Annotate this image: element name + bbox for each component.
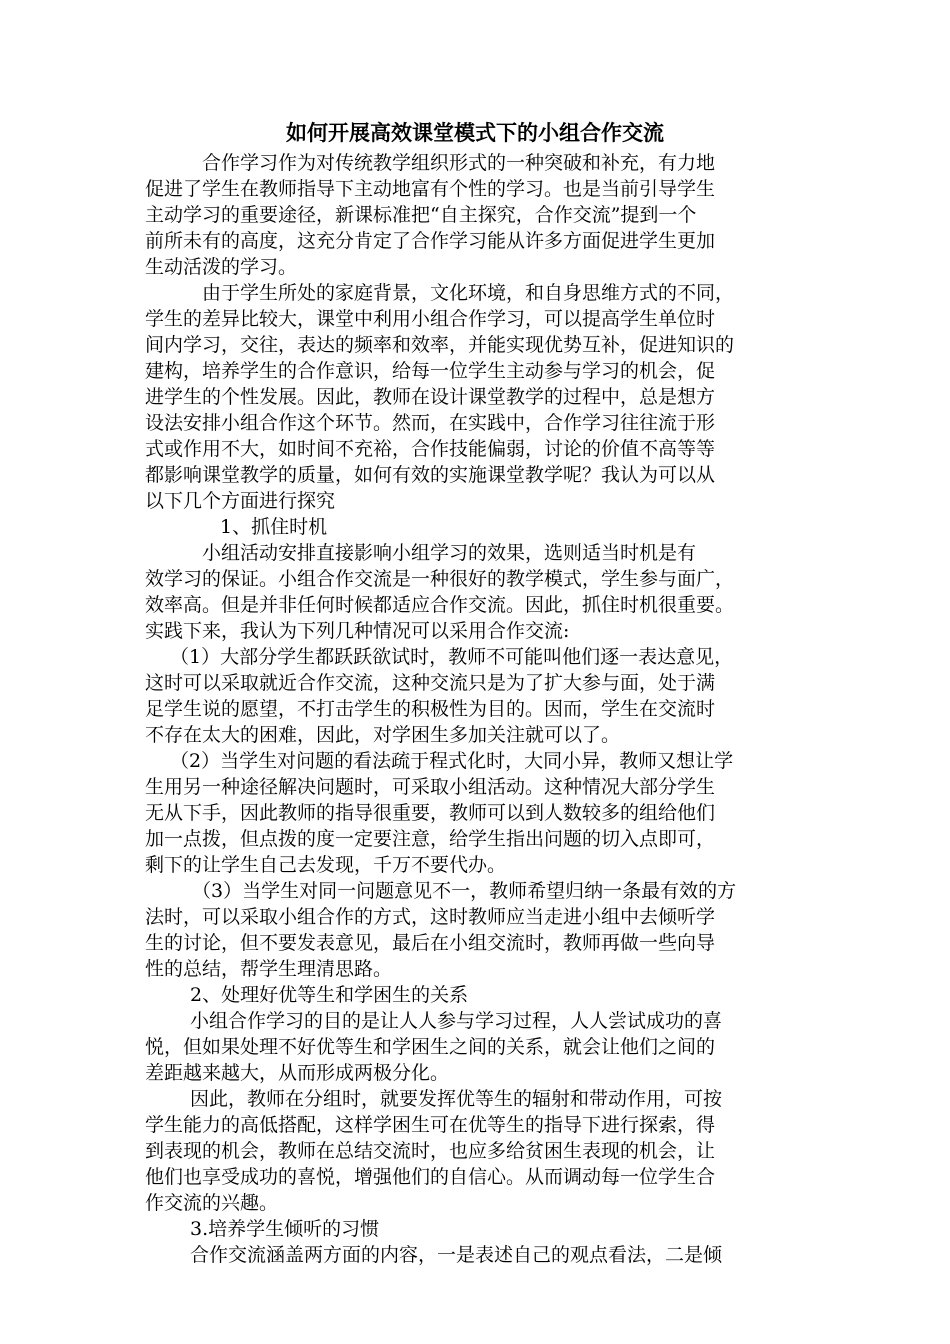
paragraph-line: 生的讨论，但不要发表意见，最后在小组交流时，教师再做一些向导 [145,932,716,954]
list-item: （3）当学生对同一问题意见不一，教师希望归纳一条最有效的方 [192,880,737,902]
paragraph-line: 效率高。但是并非任何时候都适应合作交流。因此，抓住时机很重要。 [145,594,735,616]
paragraph-line: 设法安排小组合作这个环节。然而，在实践中，合作学习往往流于形 [145,412,716,434]
paragraph-line: 实践下来，我认为下列几种情况可以采用合作交流: [145,620,570,642]
paragraph-line: 生动活泼的学习。 [145,256,298,278]
paragraph-line: 他们也享受成功的喜悦，增强他们的自信心。从而调动每一位学生合 [145,1166,716,1188]
paragraph-line: 都影响课堂教学的质量，如何有效的实施课堂教学呢？我认为可以从 [145,464,716,486]
paragraph-line: 不存在太大的困难，因此，对学困生多加关注就可以了。 [145,724,621,746]
paragraph-line: 合作交流涵盖两方面的内容，一是表述自己的观点看法，二是倾 [190,1244,723,1266]
paragraph-line: 足学生说的愿望，不打击学生的积极性为目的。因而，学生在交流时 [145,698,716,720]
paragraph-line: 因此，教师在分组时，就要发挥优等生的辐射和带动作用，可按 [190,1088,723,1110]
paragraph-line: 到表现的机会，教师在总结交流时，也应多给贫困生表现的机会，让 [145,1140,716,1162]
document-title: 如何开展高效课堂模式下的小组合作交流 [286,120,664,145]
list-item: （1）大部分学生都跃跃欲试时，教师不可能叫他们逐一表达意见， [170,646,734,668]
paragraph-line: 效学习的保证。小组合作交流是一种很好的教学模式，学生参与面广， [145,568,735,590]
paragraph-line: 加一点拨，但点拨的度一定要注意，给学生指出问题的切入点即可， [145,828,716,850]
paragraph-line: 法时，可以采取小组合作的方式，这时教师应当走进小组中去倾听学 [145,906,716,928]
paragraph-line: 小组活动安排直接影响小组学习的效果，选则适当时机是有 [202,542,697,564]
paragraph-line: 学生的差异比较大，课堂中利用小组合作学习，可以提高学生单位时 [145,308,716,330]
list-item: （2）当学生对问题的看法疏于程式化时，大同小异，教师又想让学 [170,750,734,772]
paragraph-line: 学生能力的高低搭配，这样学困生可在优等生的指导下进行探索，得 [145,1114,716,1136]
paragraph-line: 小组合作学习的目的是让人人参与学习过程，人人尝试成功的喜 [190,1010,723,1032]
paragraph-line: 进学生的个性发展。因此，教师在设计课堂教学的过程中，总是想方 [145,386,716,408]
paragraph-line: 主动学习的重要途径，新课标准把“自主探究，合作交流”提到一个 [145,204,697,226]
paragraph-line: 促进了学生在教师指导下主动地富有个性的学习。也是当前引导学生 [145,178,716,200]
section-heading: 1、抓住时机 [220,516,328,538]
paragraph-line: 差距越来越大，从而形成两极分化。 [145,1062,450,1084]
paragraph-line: 由于学生所处的家庭背景，文化环境，和自身思维方式的不同， [202,282,735,304]
paragraph-line: 间内学习，交往，表达的频率和效率，并能实现优势互补，促进知识的 [145,334,735,356]
section-heading: 2、处理好优等生和学困生的关系 [190,984,469,1006]
paragraph-line: 合作学习作为对传统教学组织形式的一种突破和补充，有力地 [202,152,716,174]
paragraph-line: 这时可以采取就近合作交流，这种交流只是为了扩大参与面，处于满 [145,672,716,694]
paragraph-line: 剩下的让学生自己去发现，千万不要代办。 [145,854,507,876]
paragraph-line: 悦，但如果处理不好优等生和学困生之间的关系，就会让他们之间的 [145,1036,716,1058]
section-heading: 3.培养学生倾听的习惯 [190,1218,380,1240]
paragraph-line: 无从下手，因此教师的指导很重要，教师可以到人数较多的组给他们 [145,802,716,824]
paragraph-line: 性的总结，帮学生理清思路。 [145,958,393,980]
paragraph-line: 建构，培养学生的合作意识，给每一位学生主动参与学习的机会，促 [145,360,716,382]
paragraph-line: 以下几个方面进行探究 [145,490,336,512]
paragraph-line: 生用另一种途径解决问题时，可采取小组活动。这种情况大部分学生 [145,776,716,798]
paragraph-line: 前所未有的高度，这充分肯定了合作学习能从许多方面促进学生更加 [145,230,716,252]
paragraph-line: 作交流的兴趣。 [145,1192,279,1214]
paragraph-line: 式或作用不大，如时间不充裕，合作技能偏弱，讨论的价值不高等等 [145,438,716,460]
